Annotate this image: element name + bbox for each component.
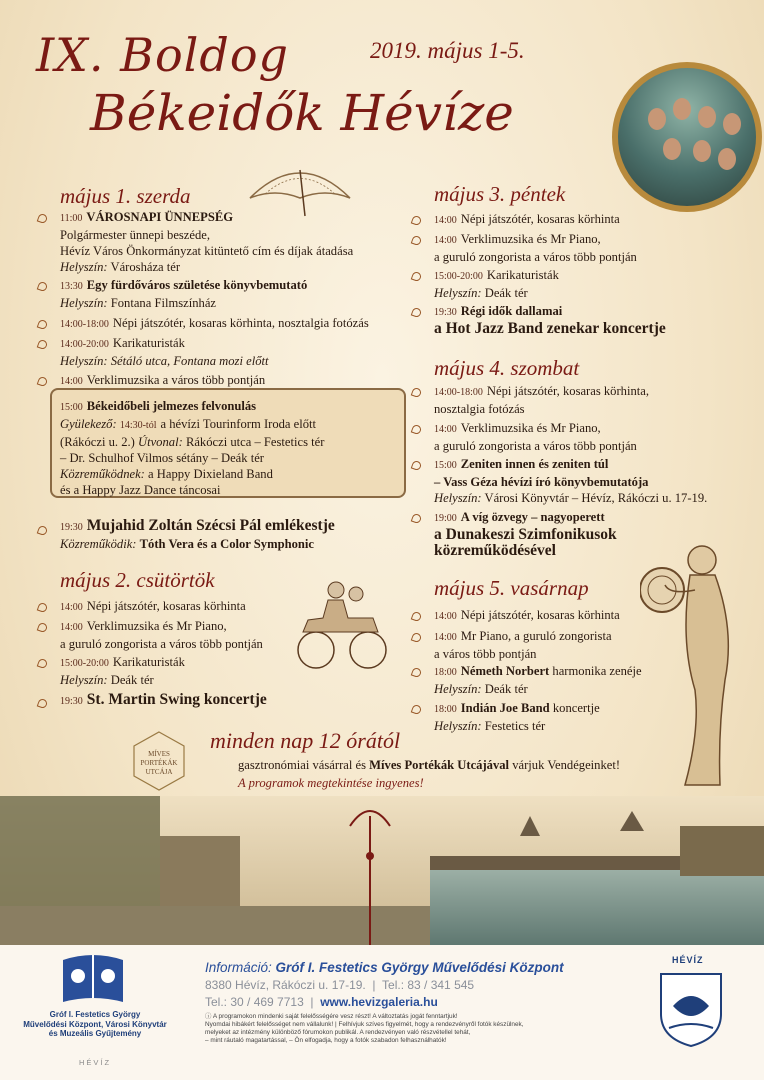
event-d5-4: 18:00 Indián Joe Band koncertje Helyszín: Festetics tér [434,701,600,733]
leaf-bullet-icon [36,280,50,290]
website-link[interactable]: www.hevizgaleria.hu [320,995,438,1009]
emblem-line-1: MÍVES [148,750,170,758]
leaf-bullet-icon [36,524,50,534]
leaf-bullet-icon [36,657,50,667]
event-d1-2: 13:30 Egy fürdőváros születése könyvbemutató Helyszín: Fontana Filmszínház [60,278,308,310]
mives-portekak-emblem [126,728,192,794]
logo-text: Gróf I. Festetics György Művelődési Központ, Városi Könyvtár és Muzeális Gyűjtemény [23,1010,167,1038]
title-line-2: Békeidők Hévíze [90,84,514,142]
event-d1-7: 19:30 Mujahid Zoltán Szécsi Pál emlékestje Közreműködik: Tóth Vera és a Color Symphonic [60,517,335,551]
leaf-bullet-icon [410,459,424,469]
event-dates: 2019. május 1-5. [370,38,525,63]
leaf-bullet-icon [410,234,424,244]
event-d4-4: 19:00 A víg özvegy – nagyoperett a Dunakeszi Szimfonikusok közreműködésével [434,510,617,559]
leaf-bullet-icon [410,666,424,676]
day-heading-1: május 1. szerda [60,184,191,208]
event-d1-3: 14:00-18:00 Népi játszótér, kosaras körhinta, nosztalgia fotózás [60,316,369,330]
event-d3-4: 19:30 Régi idők dallamai a Hot Jazz Band zenekar koncertje [434,304,666,337]
leaf-bullet-icon [410,214,424,224]
event-d3-3: 15:00-20:00 Karikaturisták Helyszín: Deák tér [434,268,559,300]
day-heading-5: május 5. vasárnap [434,576,589,600]
leaf-bullet-icon [36,318,50,328]
cultural-center-logo [58,950,128,1008]
art-nouveau-woman-illustration [640,530,750,790]
event-d5-1: 14:00 Népi játszótér, kosaras körhinta [434,608,620,622]
leaf-bullet-icon [410,306,424,316]
day-heading-4: május 4. szombat [434,356,580,380]
leaf-bullet-icon [36,601,50,611]
day-heading-3: május 3. péntek [434,182,566,206]
info-line: Információ: Gróf I. Festetics György Művelődési Központ [205,960,564,975]
day-heading-2: május 2. csütörtök [60,568,215,592]
free-admission-note: A programok megtekintése ingyenes! [238,776,424,790]
daily-heading: minden nap 12 órától [210,728,401,753]
leaf-bullet-icon [410,512,424,522]
leaf-bullet-icon [410,631,424,641]
logo-city: HÉVÍZ [78,1058,112,1067]
event-d1-parade: 15:00 Békeidőbeli jelmezes felvonulás Gyülekező: 14:30-tól a hévízi Tourinform Iroda előtt (Rákóczi u. 2.) Útvonal: Rákóczi utca – Festetics tér – Dr. Schulhof Vilmos sétány – Deák tér Közreműködnek: a Happy Dixieland Band és a Happy Jazz Dance táncosai [60,399,325,497]
event-d4-2: 14:00 Verklimuzsika és Mr Piano, a guruló zongorista a város több pontján [434,421,637,453]
event-d1-5: 14:00 Verklimuzsika a város több pontján [60,373,266,387]
emblem-line-3: UTCÁJA [145,768,173,776]
vintage-car-illustration [288,570,393,675]
disclaimer: ⓘ A programokon mindenki saját felelősségére vesz részt! A változtatás jogát fenntartjuk! Nyomdai hibákért felelősséget nem vállalunk! | Felhívjuk szíves figyelmét, hogy a rendezvényről fotók készülnek, melyeket az intézmény különböző fórumokon publikál. A rendezvényen való részvétellel tehát, – mint ráutaló magatartással, – Ön elfogadja, hogy a fotók szabadon felhasználhatók! [205,1013,524,1044]
leaf-bullet-icon [410,270,424,280]
leaf-bullet-icon [36,697,50,707]
daily-text: gasztronómiai vásárral és Míves Portékák Utcájával várjuk Vendégeinket! [238,758,621,772]
leaf-bullet-icon [410,423,424,433]
emblem-line-2: PORTÉKÁK [140,759,178,767]
leaf-bullet-icon [36,375,50,385]
leaf-bullet-icon [410,703,424,713]
leaf-bullet-icon [36,338,50,348]
event-d2-1: 14:00 Népi játszótér, kosaras körhinta [60,599,246,613]
crest-label: HÉVÍZ [672,955,704,965]
event-d1-1: 11:00 VÁROSNAPI ÜNNEPSÉG Polgármester ünnepi beszéde, Hévíz Város Önkormányzat kitüntető cím és díjak átadása Helyszín: Városháza tér [60,210,354,274]
event-d1-4: 14:00-20:00 Karikaturisták Helyszín: Sétáló utca, Fontana mozi előtt [60,336,269,368]
event-d2-2: 14:00 Verklimuzsika és Mr Piano, a guruló zongorista a város több pontján [60,619,263,651]
info-icon: ⓘ [205,1013,212,1020]
heviz-coat-of-arms-icon [655,966,727,1050]
vintage-bathers-photo [612,62,762,212]
event-d3-1: 14:00 Népi játszótér, kosaras körhinta [434,212,620,226]
leaf-bullet-icon [36,621,50,631]
event-d2-4: 19:30 St. Martin Swing koncertje [60,691,267,708]
event-d4-3: 15:00 Zeniten innen és zeniten túl – Vass Géza hévízi író könyvbemutatója Helyszín: Városi Könyvtár – Hévíz, Rákóczi u. 17-19. [434,457,708,505]
contact-line: Tel.: 30 / 469 7713 | www.hevizgaleria.hu [205,995,438,1009]
event-d2-3: 15:00-20:00 Karikaturisták Helyszín: Deák tér [60,655,185,687]
event-d3-2: 14:00 Verklimuzsika és Mr Piano, a guruló zongorista a város több pontján [434,232,637,264]
leaf-bullet-icon [36,212,50,222]
heviz-lake-panorama-photo [0,796,764,946]
event-d5-2: 14:00 Mr Piano, a guruló zongorista a város több pontján [434,629,612,661]
address-line: 8380 Hévíz, Rákóczi u. 17-19. | Tel.: 83 / 341 545 [205,978,475,992]
leaf-bullet-icon [410,610,424,620]
event-d4-1: 14:00-18:00 Népi játszótér, kosaras körhinta, nosztalgia fotózás [434,384,650,416]
title-line-1: IX. Boldog [36,28,289,82]
event-d5-3: 18:00 Németh Norbert harmonika zenéje Helyszín: Deák tér [434,664,642,696]
leaf-bullet-icon [410,386,424,396]
